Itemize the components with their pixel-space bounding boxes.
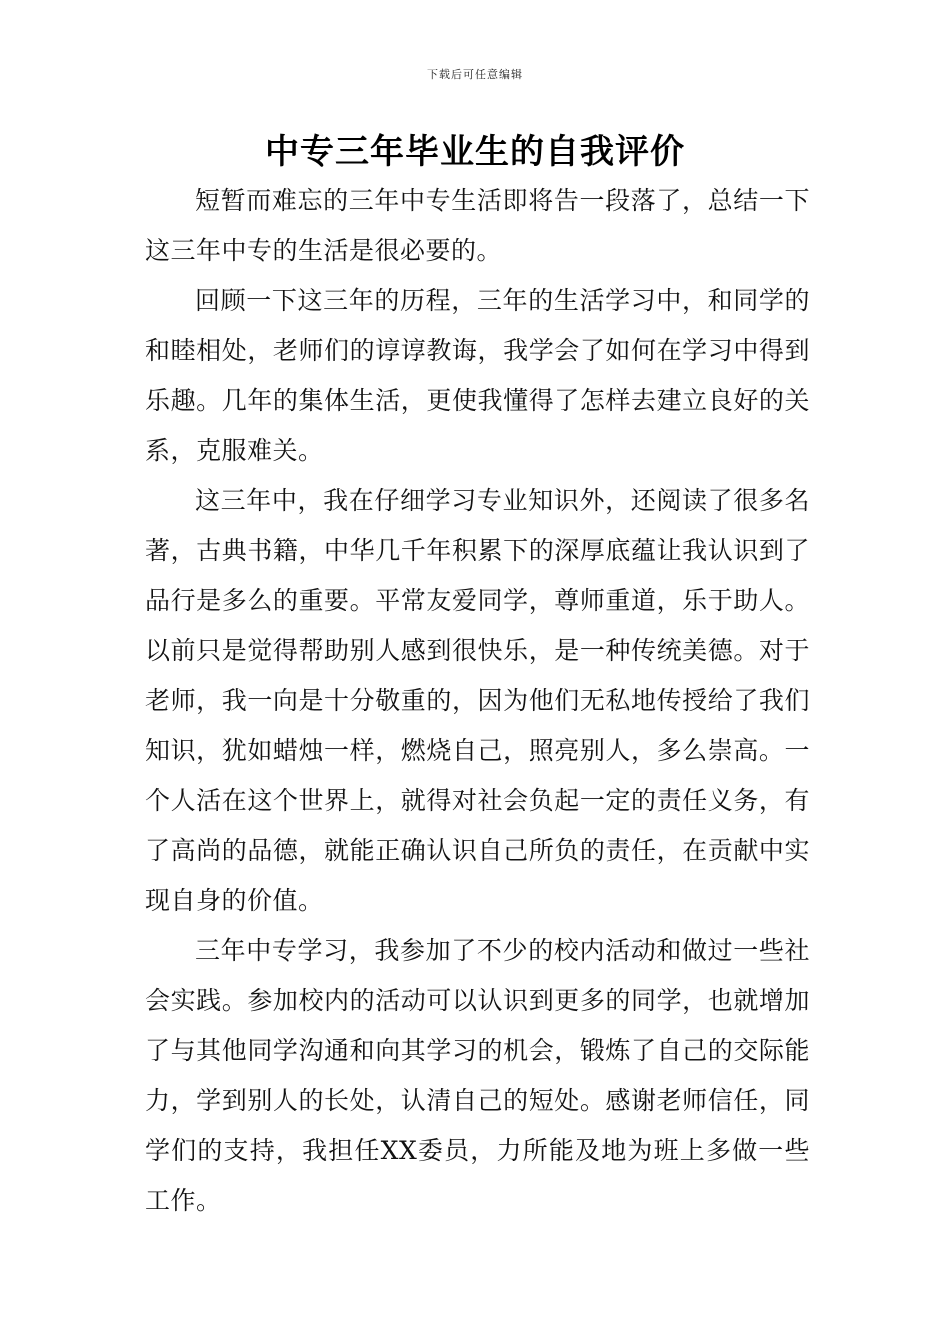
header-note: 下载后可任意编辑 [427,68,523,81]
paragraph-activities: 三年中专学习，我参加了不少的校内活动和做过一些社会实践。参加校内的活动可以认识到更多的同学，也就增加了与其他同学沟通和向其学习的机会，锻炼了自己的交际能力，学到别人的长处，认清自己的短处。感谢老师信任，同学们的支持，我担任XX委员，力所能及地为班上多做一些工作。 [145,936,810,1215]
document-title: 中专三年毕业生的自我评价 [265,132,685,172]
paragraph-intro: 短暂而难忘的三年中专生活即将告一段落了，总结一下这三年中专的生活是很必要的。 [145,186,810,265]
document-body [145,176,810,1226]
paragraph-review: 回顾一下这三年的历程，三年的生活学习中，和同学的和睦相处，老师们的谆谆教诲，我学会了如何在学习中得到乐趣。几年的集体生活，更使我懂得了怎样去建立良好的关系，克服难关。 [145,286,810,465]
paragraph-character: 这三年中，我在仔细学习专业知识外，还阅读了很多名著，古典书籍，中华几千年积累下的深厚底蕴让我认识到了品行是多么的重要。平常友爱同学，尊师重道，乐于助人。以前只是觉得帮助别人感到很快乐，是一种传统美德。对于老师，我一向是十分敬重的，因为他们无私地传授给了我们知识，犹如蜡烛一样，燃烧自己，照亮别人，多么崇高。一个人活在这个世界上，就得对社会负起一定的责任义务，有了高尚的品德，就能正确认识自己所负的责任，在贡献中实现自身的价值。 [145,486,810,915]
